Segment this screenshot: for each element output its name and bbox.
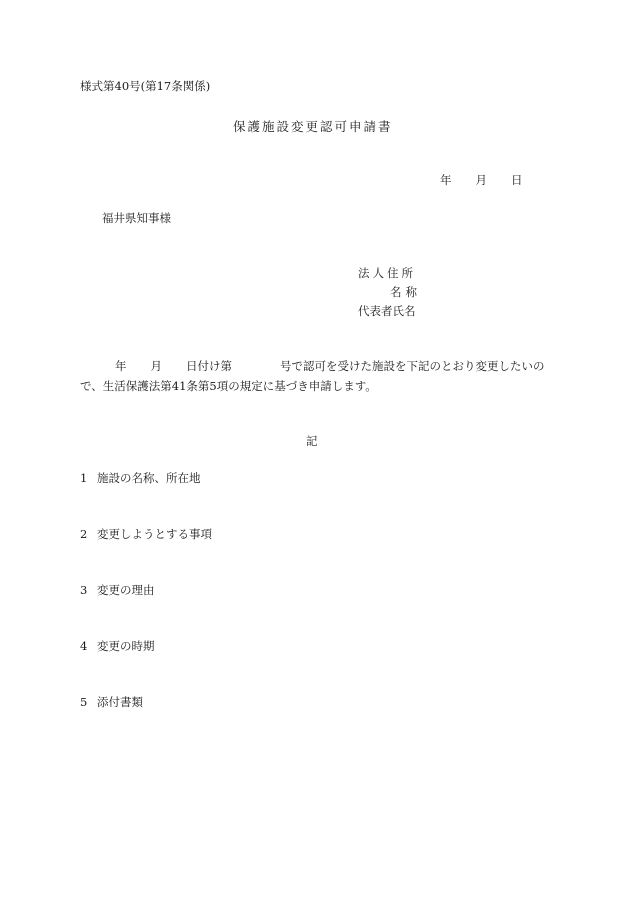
body-text-line-1 (115, 361, 545, 373)
date-month-label: 月 (475, 173, 487, 187)
body-dated-prefix: 日付け第 (186, 359, 232, 373)
item-label: 添付書類 (97, 695, 143, 709)
date-year-label: 年 (440, 173, 452, 187)
item-number: 2 (80, 527, 88, 541)
item-number: 5 (80, 695, 88, 709)
item-number: 4 (80, 639, 88, 653)
applicant-name-label: 名称 (390, 285, 421, 299)
body-line1-rest: 号で認可を受けた施設を下記のとおり変更したいの (280, 359, 545, 373)
addressee: 福井県知事様 (102, 211, 171, 225)
body-year-label: 年 (115, 359, 127, 373)
applicant-address-label: 法人住所 (358, 266, 416, 280)
applicant-representative-label: 代表者氏名 (358, 304, 416, 318)
document-title: 保護施設変更認可申請書 (233, 119, 393, 134)
list-item (80, 641, 155, 653)
ki-heading: 記 (306, 434, 318, 448)
item-label: 変更の時期 (97, 639, 155, 653)
list-item (80, 697, 143, 709)
form-number: 様式第40号(第17条関係) (80, 79, 211, 93)
item-number: 3 (80, 583, 88, 597)
body-text-line-2: で、生活保護法第41条第5項の規定に基づき申請します。 (80, 379, 377, 393)
body-month-label: 月 (150, 359, 162, 373)
item-number: 1 (80, 471, 88, 485)
list-item (80, 529, 212, 541)
item-label: 変更の理由 (97, 583, 155, 597)
item-label: 変更しようとする事項 (97, 527, 212, 541)
date-line (440, 175, 523, 187)
list-item (80, 585, 155, 597)
date-day-label: 日 (511, 173, 523, 187)
item-label: 施設の名称、所在地 (97, 471, 201, 485)
list-item (80, 473, 201, 485)
